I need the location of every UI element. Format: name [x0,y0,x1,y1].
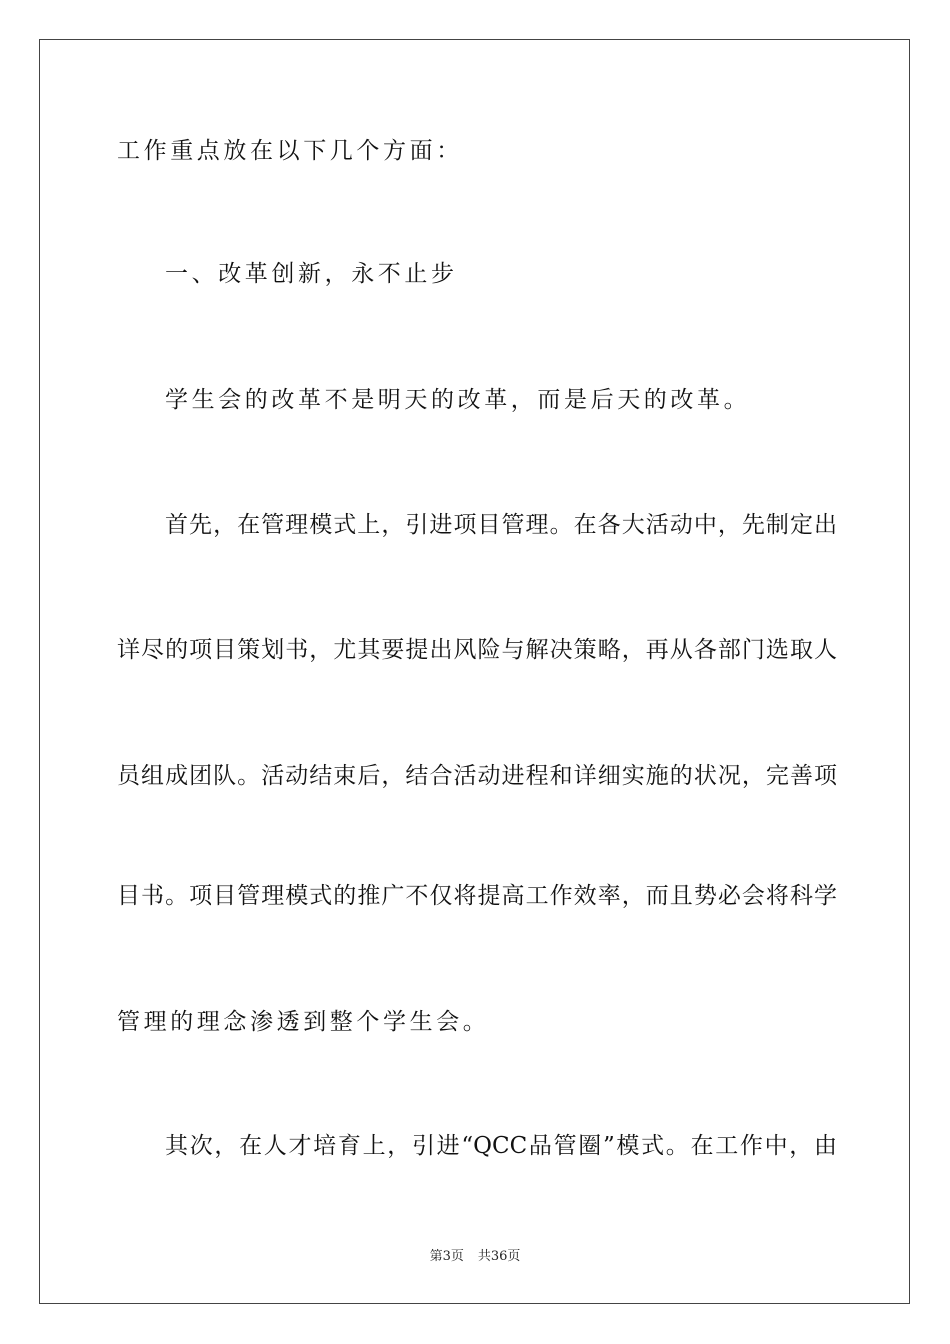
text-line-7: 目书。项目管理模式的推广不仅将提高工作效率，而且势必会将科学 [117,883,837,909]
page-border [39,39,910,1304]
text-line-8: 管理的理念渗透到整个学生会。 [117,1009,490,1035]
text-line-4: 首先，在管理模式上，引进项目管理。在各大活动中，先制定出 [165,512,837,538]
text-line-3: 学生会的改革不是明天的改革，而是后天的改革。 [165,387,751,413]
text-line-1: 工作重点放在以下几个方面： [117,138,463,164]
page-footer [0,1248,950,1266]
text-line-5: 详尽的项目策划书，尤其要提出风险与解决策略，再从各部门选取人 [117,637,837,663]
page-total: 共36页 [477,1249,521,1264]
page-number: 第3页 [429,1249,464,1264]
section-heading: 一、改革创新，永不止步 [165,261,458,287]
text-line-9: 其次，在人才培育上，引进“QCC品管圈”模式。在工作中，由 [165,1133,837,1159]
text-line-6: 员组成团队。活动结束后，结合活动进程和详细实施的状况，完善项 [117,763,837,789]
